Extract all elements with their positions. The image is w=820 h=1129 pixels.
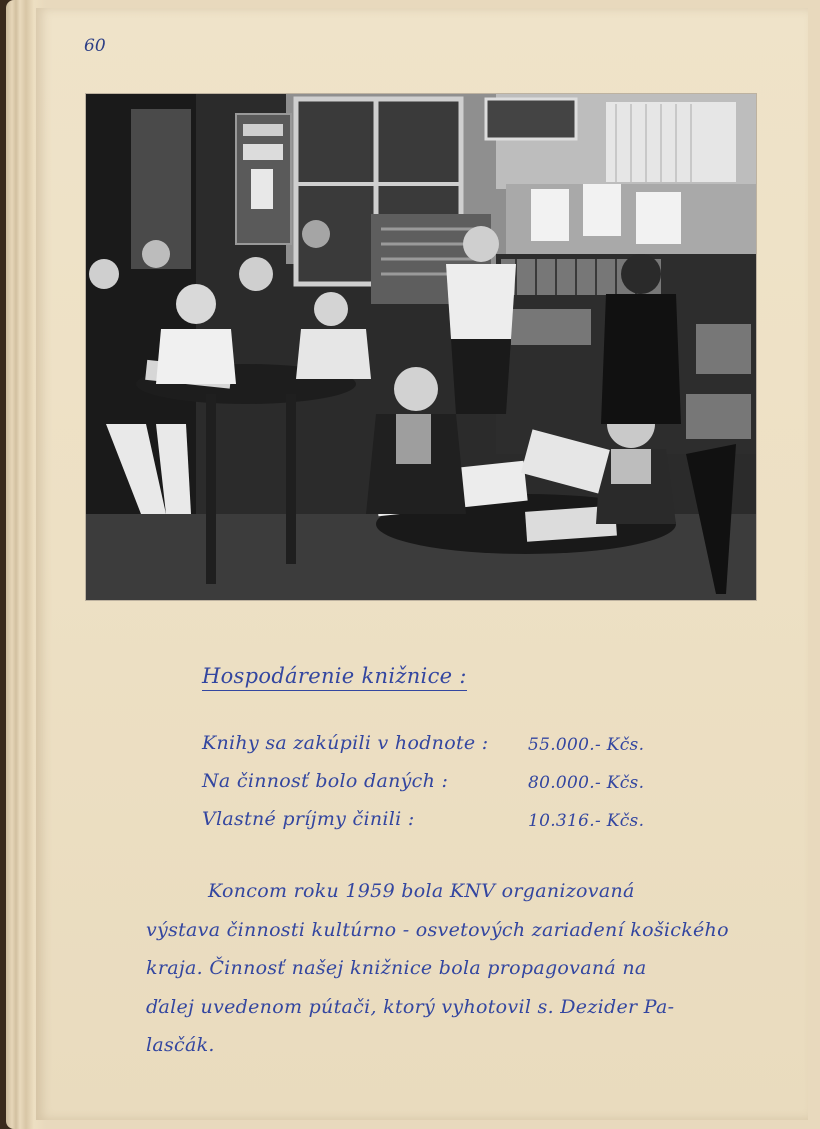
paragraph [146,872,746,1065]
row-label-income: Vlastné príjmy činili : [202,808,415,830]
paragraph-line: Koncom roku 1959 bola KNV organizovaná [208,880,635,902]
row-value-books: 55.000.- Kčs. [528,735,645,755]
row-value-activity: 80.000.- Kčs. [528,773,645,793]
paragraph-line: výstava činnosti kultúrno - osvetových zariadení košického [146,918,729,941]
paragraph-line: kraja. Činnosť našej knižnice bola propagovaná na [146,957,647,979]
classroom-photo [86,94,756,600]
paragraph-line: lasčák. [146,1034,215,1056]
paragraph-line: ďalej uvedenom pútači, ktorý vyhotovil s. Dezider Pa- [146,995,675,1018]
photo-illustration [86,94,756,600]
row-label-books: Knihy sa zakúpili v hodnote : [202,732,489,754]
row-value-income: 10.316.- Kčs. [528,811,645,831]
album-page [36,8,808,1120]
page-number: 60 [84,36,106,56]
row-label-activity: Na činnosť bolo daných : [202,770,449,792]
section-heading: Hospodárenie knižnice : [202,664,467,691]
